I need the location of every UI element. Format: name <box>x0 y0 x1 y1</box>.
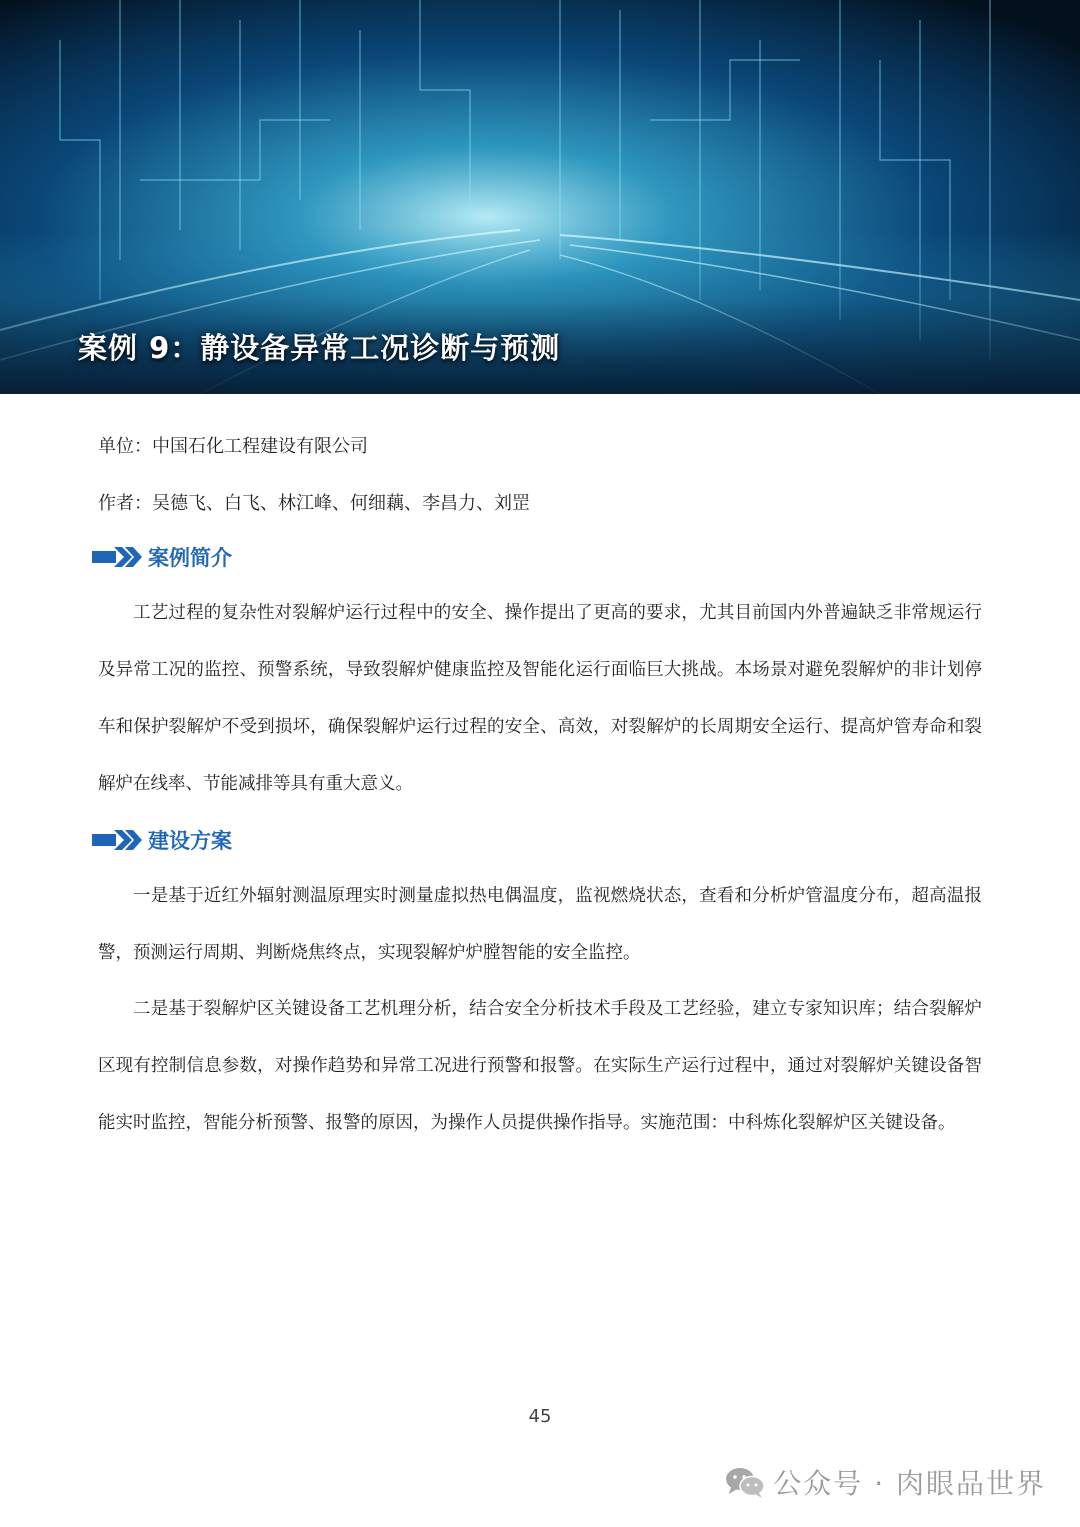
double-chevron-icon <box>92 545 142 569</box>
case-title: 案例 9：静设备异常工况诊断与预测 <box>78 331 561 365</box>
watermark <box>725 1462 1046 1502</box>
watermark-text: 公众号 · 肉眼品世界 <box>773 1467 1046 1500</box>
header-banner <box>0 0 1080 394</box>
section-title-intro: 案例简介 <box>148 546 232 570</box>
page-number: 45 <box>528 1406 552 1427</box>
double-chevron-icon <box>92 828 142 852</box>
plan-paragraph-two: 二是基于裂解炉区关键设备工艺机理分析，结合安全分析技术手段及工艺经验，建立专家知识库；结合裂解炉区现有控制信息参数，对操作趋势和异常工况进行预警和报警。在实际生产运行过程中，通过对裂解炉关键设备智能实时监控，智能分析预警、报警的原因，为操作人员提供操作指导。实施范围：中科炼化裂解炉区关键设备。 <box>98 999 982 1133</box>
section-heading-intro <box>92 542 232 572</box>
plan-paragraph-one: 一是基于近红外辐射测温原理实时测量虚拟热电偶温度，监视燃烧状态，查看和分析炉管温度分布，超高温报警，预测运行周期、判断烧焦终点，实现裂解炉炉膛智能的安全监控。 <box>98 886 982 963</box>
authors-line: 作者：吴德飞、白飞、林江峰、何细藕、李昌力、刘罡 <box>98 493 530 514</box>
section-title-plan: 建设方案 <box>148 829 232 853</box>
wechat-icon <box>725 1465 765 1499</box>
section-heading-plan <box>92 825 232 855</box>
intro-paragraph: 工艺过程的复杂性对裂解炉运行过程中的安全、操作提出了更高的要求，尤其目前国内外普遍缺乏非常规运行及异常工况的监控、预警系统，导致裂解炉健康监控及智能化运行面临巨大挑战。本场景对避免裂解炉的非计划停车和保护裂解炉不受到损坏，确保裂解炉运行过程的安全、高效，对裂解炉的长周期安全运行、提高炉管寿命和裂解炉在线率、节能减排等具有重大意义。 <box>98 603 982 794</box>
unit-line: 单位：中国石化工程建设有限公司 <box>98 436 368 457</box>
